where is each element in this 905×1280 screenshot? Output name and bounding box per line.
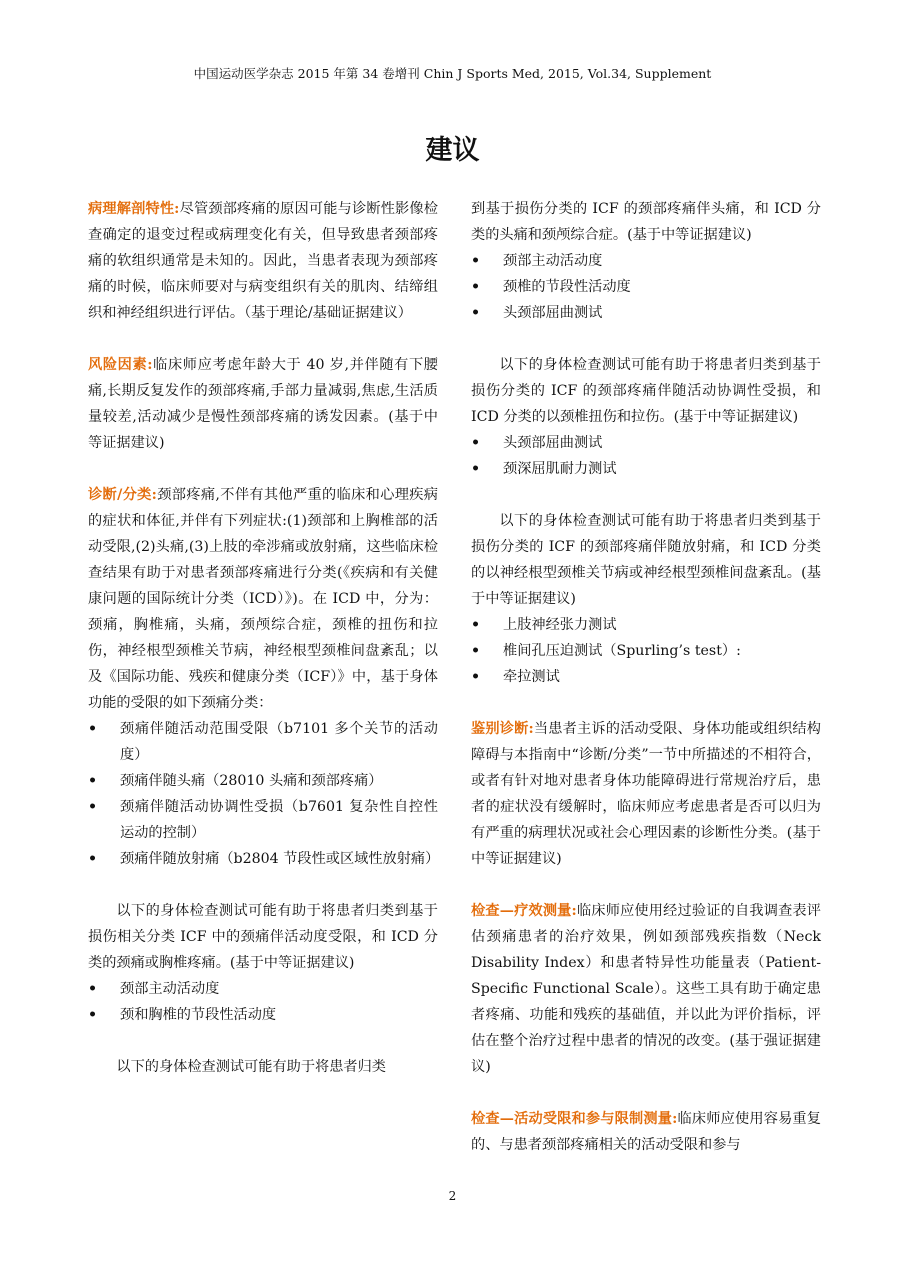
diagnosis-paragraph: [88, 482, 438, 716]
exam-coordination-paragraph: 以下的身体检查测试可能有助于将患者归类到基于损伤分类的 ICF 的颈部疼痛伴随活动协调性受损，和 ICD 分类的以颈椎扭伤和拉伤。(基于中等证据建议): [471, 357, 821, 425]
exam-radiating-paragraph: 以下的身体检查测试可能有助于将患者归类到基于损伤分类的 ICF 的颈部疼痛伴随放射痛，和 ICD 分类的以神经根型颈椎关节病或神经根型颈椎间盘紊乱。(基于中等证据建议): [471, 513, 821, 607]
differential-diagnosis-paragraph: [471, 716, 821, 872]
list-item: • 颈椎的节段性活动度: [471, 274, 821, 300]
differential-diagnosis-label: 鉴别诊断:: [471, 721, 534, 737]
exam-headache-paragraph-cont: 到基于损伤分类的 ICF 的颈部疼痛伴头痛，和 ICD 分类的头痛和颈颅综合症。(基于中等证据建议): [471, 201, 821, 243]
pathoanatomy-label: 病理解剖特性:: [88, 201, 180, 217]
list-item: • 颈部主动活动度: [88, 976, 438, 1002]
outcome-measures-label: 检查—疗效测量:: [471, 903, 577, 919]
list-item: • 颈深屈肌耐力测试: [471, 456, 821, 482]
risk-factors-paragraph: [88, 352, 438, 456]
list-item: • 椎间孔压迫测试（Spurling’s test）:: [471, 638, 821, 664]
differential-diagnosis-text: 当患者主诉的活动受限、身体功能或组织结构障碍与本指南中“诊断/分类”一节中所描述的不相符合，或者有针对地对患者身体功能障碍进行常规治疗后，患者的症状没有缓解时，临床师应考虑患者是否可以归为有严重的病理状况或社会心理因素的诊断性分类。(基于中等证据建议): [471, 721, 821, 867]
list-item: • 颈痛伴随头痛（28010 头痛和颈部疼痛）: [88, 768, 438, 794]
exam-headache-list: [471, 248, 821, 326]
list-item: • 头颈部屈曲测试: [471, 430, 821, 456]
risk-factors-text: 临床师应考虑年龄大于 40 岁,并伴随有下腰痛,长期反复发作的颈部疼痛,手部力量减弱,焦虑,生活质量较差,活动减少是慢性颈部疼痛的诱发因素。(基于中等证据建议): [88, 357, 438, 451]
exam-coordination-list: [471, 430, 821, 482]
pathoanatomy-text: 尽管颈部疼痛的原因可能与诊断性影像检查确定的退变过程或病理变化有关，但导致患者颈部疼痛的软组织通常是未知的。因此，当患者表现为颈部疼痛的时候，临床师要对与病变组织有关的肌肉、结缔组织和神经组织进行评估。（基于理论/基础证据建议）: [88, 201, 438, 321]
exam-mobility-paragraph: 以下的身体检查测试可能有助于将患者归类到基于损伤相关分类 ICF 中的颈痛伴活动度受限，和 ICD 分类的颈痛或胸椎疼痛。(基于中等证据建议): [88, 903, 438, 971]
exam-headache-paragraph-start: 以下的身体检查测试可能有助于将患者归类: [116, 1059, 386, 1075]
page-title: 建议: [425, 135, 480, 166]
activity-limitation-paragraph: [471, 1106, 821, 1158]
list-item: • 颈部主动活动度: [471, 248, 821, 274]
diagnosis-label: 诊断/分类:: [88, 487, 157, 503]
outcome-measures-paragraph: [471, 898, 821, 1080]
list-item: • 颈痛伴随活动协调性受损（b7601 复杂性自控性运动的控制）: [88, 794, 438, 846]
left-column: [88, 196, 438, 1080]
list-item: • 头颈部屈曲测试: [471, 300, 821, 326]
list-item: • 上肢神经张力测试: [471, 612, 821, 638]
list-item: • 牵拉测试: [471, 664, 821, 690]
activity-limitation-label: 检查—活动受限和参与限制测量:: [471, 1111, 678, 1127]
list-item: • 颈痛伴随活动范围受限（b7101 多个关节的活动度）: [88, 716, 438, 768]
page-number: 2: [448, 1189, 457, 1203]
diagnosis-text: 颈部疼痛,不伴有其他严重的临床和心理疾病的症状和体征,并伴有下列症状:(1)颈部和上胸椎部的活动受限,(2)头痛,(3)上肢的牵涉痛或放射痛，这些临床检查结果有助于对患者颈部疼痛进行分类(《疾病和有关健康问题的国际统计分类（ICD）》)。在 ICD 中，分为：颈痛，胸椎痛，头痛，颈颅综合症，颈椎的扭伤和拉伤，神经根型颈椎关节病，神经根型颈椎间盘紊乱；以及《国际功能、残疾和健康分类（ICF）》中，基于身体功能的受限的如下颈痛分类：: [88, 487, 438, 711]
exam-radiating-list: [471, 612, 821, 690]
list-item: • 颈痛伴随放射痛（b2804 节段性或区域性放射痛）: [88, 846, 438, 872]
outcome-measures-text: 临床师应使用经过验证的自我调查表评估颈痛患者的治疗效果，例如颈部残疾指数（Neck Disability Index）和患者特异性功能量表（Patient-Specific Functional Scale）。这些工具有助于确定患者疼痛、功能和残疾的基础值，并以此为评价指标，评估在整个治疗过程中患者的情况的改变。(基于强证据建议): [471, 903, 821, 1075]
journal-header: 中国运动医学杂志 2015 年第 34 卷增刊 Chin J Sports Med, 2015, Vol.34, Supplement: [193, 66, 712, 81]
right-column: [471, 196, 821, 1158]
diagnosis-list: [88, 716, 438, 872]
activity-limitation-text: 临床师应使用容易重复的、与患者颈部疼痛相关的活动受限和参与: [471, 1111, 821, 1153]
exam-mobility-list: [88, 976, 438, 1028]
pathoanatomy-paragraph: [88, 196, 438, 326]
list-item: • 颈和胸椎的节段性活动度: [88, 1002, 438, 1028]
risk-factors-label: 风险因素:: [88, 357, 153, 373]
